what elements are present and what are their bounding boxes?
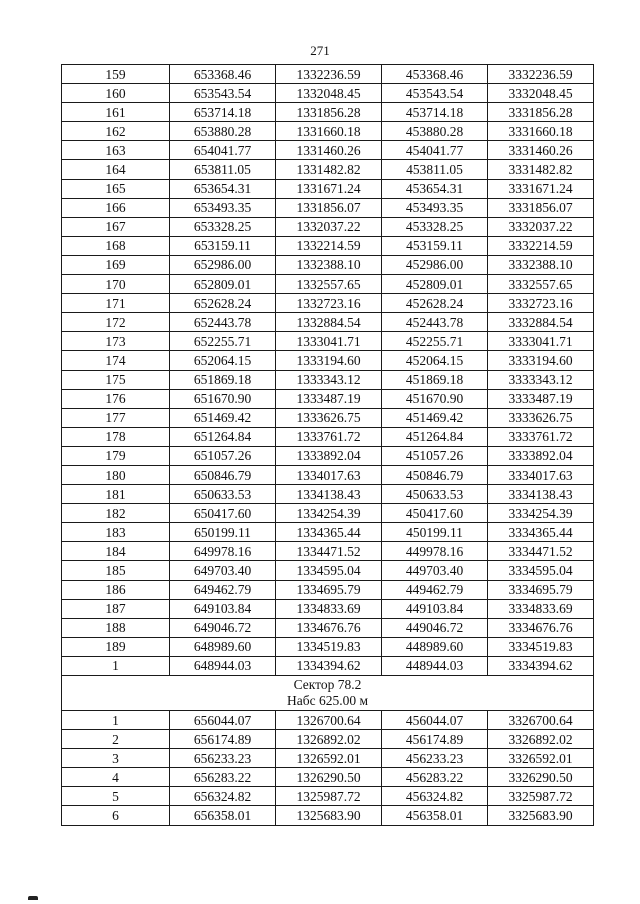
y2-cell: 3331460.26 [488, 141, 594, 160]
point-number-cell: 3 [62, 749, 170, 768]
y-cell: 1325683.90 [276, 806, 382, 825]
point-number-cell: 173 [62, 332, 170, 351]
x-cell: 653159.11 [170, 236, 276, 255]
y-cell: 1333487.19 [276, 389, 382, 408]
point-number-cell: 160 [62, 84, 170, 103]
x2-cell: 453880.28 [382, 122, 488, 141]
table-row [62, 275, 594, 294]
y-cell: 1332557.65 [276, 275, 382, 294]
y2-cell: 3334595.04 [488, 561, 594, 580]
point-number-cell: 187 [62, 599, 170, 618]
y-cell: 1325987.72 [276, 787, 382, 806]
y-cell: 1333194.60 [276, 351, 382, 370]
y2-cell: 3331671.24 [488, 179, 594, 198]
table-row [62, 618, 594, 637]
point-number-cell: 162 [62, 122, 170, 141]
x-cell: 653811.05 [170, 160, 276, 179]
y-cell: 1326700.64 [276, 711, 382, 730]
section-header-group [62, 676, 594, 711]
table-row [62, 103, 594, 122]
x-cell: 656233.23 [170, 749, 276, 768]
x-cell: 652986.00 [170, 255, 276, 274]
x2-cell: 456283.22 [382, 768, 488, 787]
point-number-cell: 2 [62, 730, 170, 749]
y2-cell: 3334394.62 [488, 656, 594, 675]
x2-cell: 456324.82 [382, 787, 488, 806]
y2-cell: 3333194.60 [488, 351, 594, 370]
y2-cell: 3334365.44 [488, 523, 594, 542]
table-row [62, 465, 594, 484]
y-cell: 1332037.22 [276, 217, 382, 236]
x-cell: 653328.25 [170, 217, 276, 236]
y-cell: 1326290.50 [276, 768, 382, 787]
x-cell: 649103.84 [170, 599, 276, 618]
x2-cell: 456358.01 [382, 806, 488, 825]
y-cell: 1334519.83 [276, 637, 382, 656]
table-row [62, 313, 594, 332]
y2-cell: 3334676.76 [488, 618, 594, 637]
y-cell: 1333041.71 [276, 332, 382, 351]
y-cell: 1331460.26 [276, 141, 382, 160]
y-cell: 1334365.44 [276, 523, 382, 542]
y2-cell: 3333041.71 [488, 332, 594, 351]
y2-cell: 3333892.04 [488, 446, 594, 465]
y-cell: 1331671.24 [276, 179, 382, 198]
y-cell: 1326592.01 [276, 749, 382, 768]
x2-cell: 456174.89 [382, 730, 488, 749]
point-number-cell: 4 [62, 768, 170, 787]
y2-cell: 3326592.01 [488, 749, 594, 768]
point-number-cell: 183 [62, 523, 170, 542]
x-cell: 656358.01 [170, 806, 276, 825]
table-row [62, 730, 594, 749]
y2-cell: 3334833.69 [488, 599, 594, 618]
x2-cell: 452809.01 [382, 275, 488, 294]
point-number-cell: 170 [62, 275, 170, 294]
point-number-cell: 1 [62, 656, 170, 675]
table-row [62, 294, 594, 313]
table-row [62, 408, 594, 427]
point-number-cell: 6 [62, 806, 170, 825]
y2-cell: 3326892.02 [488, 730, 594, 749]
y-cell: 1334138.43 [276, 485, 382, 504]
table-row [62, 561, 594, 580]
point-number-cell: 189 [62, 637, 170, 656]
x2-cell: 452986.00 [382, 255, 488, 274]
table-row [62, 768, 594, 787]
table-row [62, 65, 594, 84]
y-cell: 1334471.52 [276, 542, 382, 561]
x-cell: 650846.79 [170, 465, 276, 484]
y-cell: 1332388.10 [276, 255, 382, 274]
table-row [62, 389, 594, 408]
y2-cell: 3331856.28 [488, 103, 594, 122]
table-row [62, 806, 594, 825]
table-row [62, 217, 594, 236]
y2-cell: 3325987.72 [488, 787, 594, 806]
x-cell: 651670.90 [170, 389, 276, 408]
table-row [62, 504, 594, 523]
y2-cell: 3332037.22 [488, 217, 594, 236]
y-cell: 1333892.04 [276, 446, 382, 465]
section-header-cell [62, 676, 594, 711]
y2-cell: 3334695.79 [488, 580, 594, 599]
y2-cell: 3332388.10 [488, 255, 594, 274]
y2-cell: 3334254.39 [488, 504, 594, 523]
y2-cell: 3332884.54 [488, 313, 594, 332]
table-row [62, 255, 594, 274]
x2-cell: 452443.78 [382, 313, 488, 332]
y2-cell: 3332723.16 [488, 294, 594, 313]
point-number-cell: 185 [62, 561, 170, 580]
table-row [62, 179, 594, 198]
x-cell: 648989.60 [170, 637, 276, 656]
point-number-cell: 181 [62, 485, 170, 504]
y2-cell: 3326700.64 [488, 711, 594, 730]
y-cell: 1332723.16 [276, 294, 382, 313]
x2-cell: 456233.23 [382, 749, 488, 768]
point-number-cell: 1 [62, 711, 170, 730]
x-cell: 652064.15 [170, 351, 276, 370]
y2-cell: 3332236.59 [488, 65, 594, 84]
y-cell: 1331856.07 [276, 198, 382, 217]
x-cell: 653493.35 [170, 198, 276, 217]
x-cell: 652628.24 [170, 294, 276, 313]
x-cell: 651057.26 [170, 446, 276, 465]
y-cell: 1334676.76 [276, 618, 382, 637]
point-number-cell: 188 [62, 618, 170, 637]
table-row [62, 446, 594, 465]
y2-cell: 3334471.52 [488, 542, 594, 561]
x-cell: 651869.18 [170, 370, 276, 389]
y-cell: 1334695.79 [276, 580, 382, 599]
x2-cell: 448944.03 [382, 656, 488, 675]
table-body-before-section [62, 65, 594, 676]
y-cell: 1334595.04 [276, 561, 382, 580]
x2-cell: 449978.16 [382, 542, 488, 561]
section-subtitle: Набс 625.00 м [286, 693, 369, 708]
y-cell: 1333761.72 [276, 427, 382, 446]
point-number-cell: 165 [62, 179, 170, 198]
table-row [62, 523, 594, 542]
point-number-cell: 166 [62, 198, 170, 217]
x2-cell: 453159.11 [382, 236, 488, 255]
point-number-cell: 161 [62, 103, 170, 122]
point-number-cell: 180 [62, 465, 170, 484]
section-title: Сектор 78.2 [293, 677, 362, 692]
x-cell: 656324.82 [170, 787, 276, 806]
x2-cell: 453368.46 [382, 65, 488, 84]
point-number-cell: 171 [62, 294, 170, 313]
table-row [62, 122, 594, 141]
x2-cell: 452064.15 [382, 351, 488, 370]
y2-cell: 3331482.82 [488, 160, 594, 179]
table-row [62, 332, 594, 351]
x2-cell: 450846.79 [382, 465, 488, 484]
y-cell: 1332236.59 [276, 65, 382, 84]
y2-cell: 3334017.63 [488, 465, 594, 484]
y2-cell: 3331660.18 [488, 122, 594, 141]
x2-cell: 452628.24 [382, 294, 488, 313]
x-cell: 653714.18 [170, 103, 276, 122]
table-row [62, 656, 594, 675]
x-cell: 653880.28 [170, 122, 276, 141]
x2-cell: 449703.40 [382, 561, 488, 580]
x-cell: 656283.22 [170, 768, 276, 787]
table-row [62, 370, 594, 389]
y-cell: 1332884.54 [276, 313, 382, 332]
table-row [62, 580, 594, 599]
point-number-cell: 159 [62, 65, 170, 84]
point-number-cell: 5 [62, 787, 170, 806]
table-row [62, 749, 594, 768]
x2-cell: 451469.42 [382, 408, 488, 427]
point-number-cell: 172 [62, 313, 170, 332]
point-number-cell: 174 [62, 351, 170, 370]
x-cell: 654041.77 [170, 141, 276, 160]
table-row [62, 84, 594, 103]
y-cell: 1334394.62 [276, 656, 382, 675]
table-row [62, 542, 594, 561]
y-cell: 1333626.75 [276, 408, 382, 427]
table-row [62, 198, 594, 217]
x2-cell: 450417.60 [382, 504, 488, 523]
x2-cell: 453493.35 [382, 198, 488, 217]
y2-cell: 3333626.75 [488, 408, 594, 427]
table-row [62, 599, 594, 618]
point-number-cell: 176 [62, 389, 170, 408]
y-cell: 1326892.02 [276, 730, 382, 749]
x-cell: 653654.31 [170, 179, 276, 198]
y2-cell: 3325683.90 [488, 806, 594, 825]
x2-cell: 453543.54 [382, 84, 488, 103]
x-cell: 649703.40 [170, 561, 276, 580]
point-number-cell: 179 [62, 446, 170, 465]
y-cell: 1331856.28 [276, 103, 382, 122]
point-number-cell: 169 [62, 255, 170, 274]
table-body-after-section [62, 711, 594, 826]
table-row [62, 236, 594, 255]
x-cell: 653368.46 [170, 65, 276, 84]
x2-cell: 451264.84 [382, 427, 488, 446]
point-number-cell: 164 [62, 160, 170, 179]
y-cell: 1334833.69 [276, 599, 382, 618]
x2-cell: 449103.84 [382, 599, 488, 618]
x-cell: 649978.16 [170, 542, 276, 561]
x-cell: 650199.11 [170, 523, 276, 542]
table-row [62, 141, 594, 160]
y-cell: 1334254.39 [276, 504, 382, 523]
x-cell: 652443.78 [170, 313, 276, 332]
x-cell: 651469.42 [170, 408, 276, 427]
table-row [62, 160, 594, 179]
y-cell: 1331660.18 [276, 122, 382, 141]
point-number-cell: 186 [62, 580, 170, 599]
point-number-cell: 182 [62, 504, 170, 523]
x2-cell: 454041.77 [382, 141, 488, 160]
x2-cell: 448989.60 [382, 637, 488, 656]
point-number-cell: 184 [62, 542, 170, 561]
x2-cell: 450633.53 [382, 485, 488, 504]
point-number-cell: 175 [62, 370, 170, 389]
table-row [62, 427, 594, 446]
point-number-cell: 163 [62, 141, 170, 160]
y2-cell: 3333343.12 [488, 370, 594, 389]
section-header-row [62, 676, 594, 711]
x-cell: 656174.89 [170, 730, 276, 749]
x-cell: 652255.71 [170, 332, 276, 351]
table-row [62, 787, 594, 806]
table-row [62, 485, 594, 504]
y2-cell: 3334138.43 [488, 485, 594, 504]
x2-cell: 451670.90 [382, 389, 488, 408]
x2-cell: 453714.18 [382, 103, 488, 122]
x2-cell: 451057.26 [382, 446, 488, 465]
table-row [62, 711, 594, 730]
y2-cell: 3333487.19 [488, 389, 594, 408]
y2-cell: 3334519.83 [488, 637, 594, 656]
y2-cell: 3331856.07 [488, 198, 594, 217]
coordinates-table [61, 64, 594, 826]
page-number: 271 [310, 43, 330, 58]
x-cell: 648944.03 [170, 656, 276, 675]
x-cell: 650417.60 [170, 504, 276, 523]
x-cell: 652809.01 [170, 275, 276, 294]
point-number-cell: 168 [62, 236, 170, 255]
x2-cell: 453654.31 [382, 179, 488, 198]
y-cell: 1333343.12 [276, 370, 382, 389]
point-number-cell: 167 [62, 217, 170, 236]
point-number-cell: 177 [62, 408, 170, 427]
scan-mark [28, 896, 38, 900]
x-cell: 653543.54 [170, 84, 276, 103]
x2-cell: 453811.05 [382, 160, 488, 179]
y2-cell: 3332557.65 [488, 275, 594, 294]
point-number-cell: 178 [62, 427, 170, 446]
x-cell: 649462.79 [170, 580, 276, 599]
y-cell: 1332214.59 [276, 236, 382, 255]
x2-cell: 451869.18 [382, 370, 488, 389]
y2-cell: 3326290.50 [488, 768, 594, 787]
x2-cell: 453328.25 [382, 217, 488, 236]
y-cell: 1332048.45 [276, 84, 382, 103]
y-cell: 1331482.82 [276, 160, 382, 179]
table-row [62, 351, 594, 370]
y2-cell: 3332214.59 [488, 236, 594, 255]
x2-cell: 452255.71 [382, 332, 488, 351]
x2-cell: 449046.72 [382, 618, 488, 637]
y-cell: 1334017.63 [276, 465, 382, 484]
y2-cell: 3333761.72 [488, 427, 594, 446]
x-cell: 651264.84 [170, 427, 276, 446]
x-cell: 649046.72 [170, 618, 276, 637]
x2-cell: 456044.07 [382, 711, 488, 730]
table-row [62, 637, 594, 656]
x2-cell: 450199.11 [382, 523, 488, 542]
x2-cell: 449462.79 [382, 580, 488, 599]
x-cell: 650633.53 [170, 485, 276, 504]
y2-cell: 3332048.45 [488, 84, 594, 103]
x-cell: 656044.07 [170, 711, 276, 730]
